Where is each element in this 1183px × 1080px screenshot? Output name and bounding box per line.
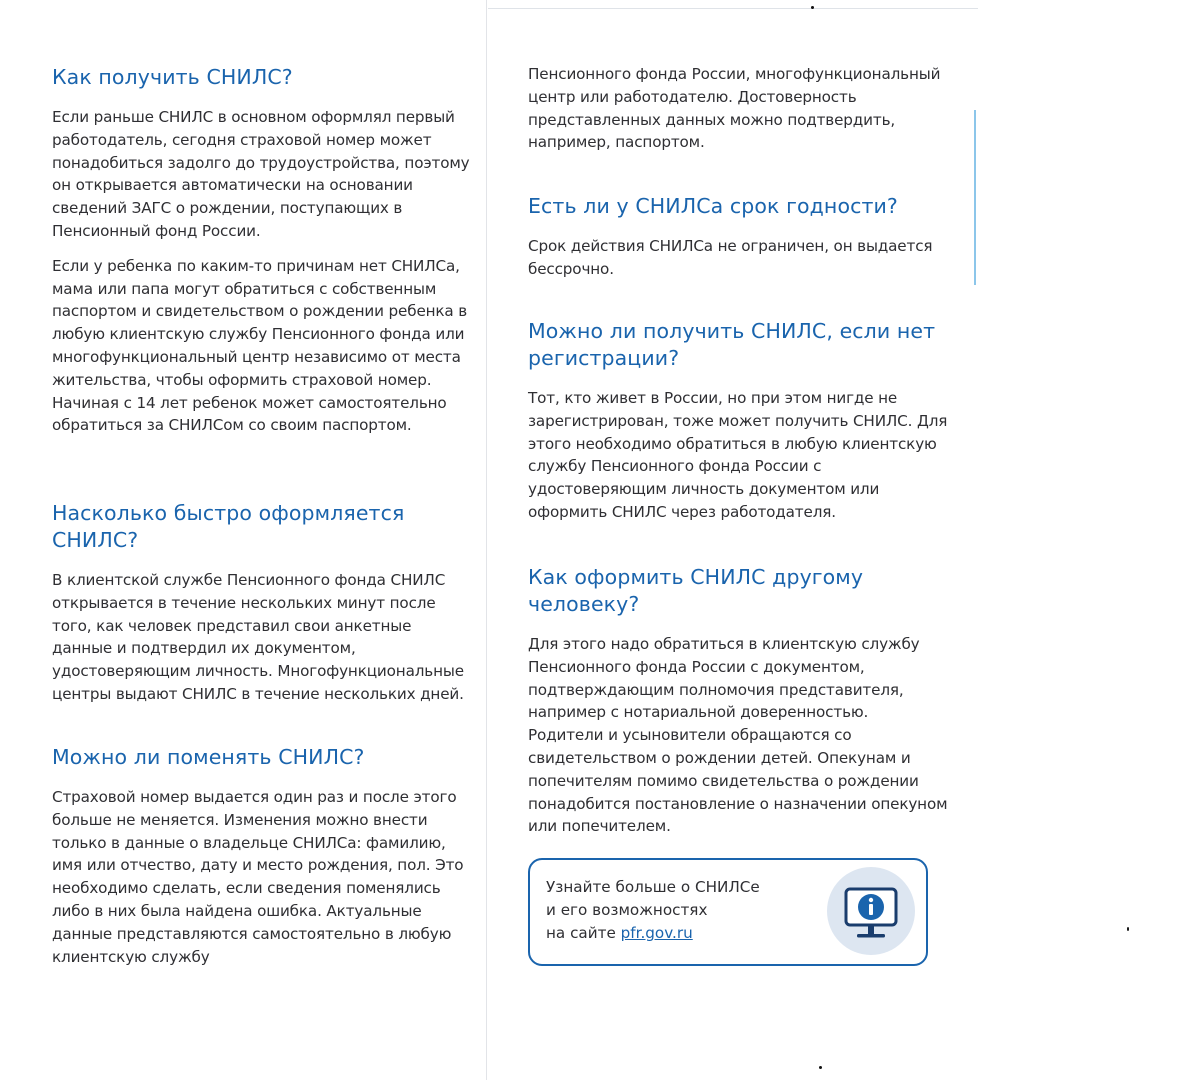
info-monitor-icon <box>826 866 916 956</box>
section-for-other-person <box>528 564 948 850</box>
section-paragraph: Срок действия СНИЛСа не ограничен, он выдается бессрочно. <box>528 237 933 278</box>
section-paragraph: Тот, кто живет в России, но при этом нигде не зарегистрирован, тоже может получить СНИЛС. Для этого необходимо обратиться в любую клиентскую службу Пенсионного фонда России с удостоверяющим личность документом или оформить СНИЛС через работодателя. <box>528 389 948 521</box>
continued-paragraph: Пенсионного фонда России, многофункциональный центр или работодателю. Достоверность представленных данных можно подтвердить, например, паспортом. <box>528 65 941 152</box>
section-paragraph: Для этого надо обратиться в клиентскую службу Пенсионного фонда России с документом, подтверждающим полномочия представителя, например с нотариальной доверенностью. Родители и усыновители обращаются со свидетельством о рождении детей. Опекунам и попечителям помимо свидетельства о рождении понадобится постановление о назначении опекуном или попечителем. <box>528 635 948 836</box>
info-monitor-icon-svg <box>826 866 916 956</box>
section-heading: Насколько быстро оформляется СНИЛС? <box>52 501 405 552</box>
panel-blue-edge <box>974 110 976 285</box>
info-line-1: Узнайте больше о СНИЛСе <box>546 878 760 896</box>
section-heading: Как оформить СНИЛС другому человеку? <box>528 565 864 616</box>
section-heading: Как получить СНИЛС? <box>52 65 293 89</box>
continued-paragraph-block <box>528 63 948 166</box>
section-validity <box>528 193 948 293</box>
section-how-fast <box>52 500 472 718</box>
section-paragraph: Если у ребенка по каким-то причинам нет СНИЛСа, мама или папа могут обратиться с собственным паспортом и свидетельством о рождении ребенка в любую клиентскую службу Пенсионного фонда или многофункциональный центр независимо от места жительства, чтобы оформить страховой номер. Начиная с 14 лет ребенок может самостоятельно обратиться за СНИЛСом со своим паспортом. <box>52 256 468 435</box>
section-can-change <box>52 744 472 980</box>
pfr-site-link[interactable]: pfr.gov.ru <box>620 923 693 942</box>
info-callout-text <box>546 876 796 944</box>
scan-speck <box>811 6 814 9</box>
section-paragraph: В клиентской службе Пенсионного фонда СНИЛС открывается в течение нескольких минут после того, как человек представил свои анкетные данные и подтвердил их документом, удостоверяющим личность. Многофункциональные центры выдают СНИЛС в течение нескольких дней. <box>52 571 464 703</box>
panel-top-edge <box>488 8 978 9</box>
info-line-3-prefix: на сайте <box>546 923 621 942</box>
section-heading: Можно ли поменять СНИЛС? <box>52 745 365 769</box>
section-heading: Можно ли получить СНИЛС, если нет регистрации? <box>528 319 936 370</box>
fold-line <box>486 0 487 1080</box>
info-line-2: и его возможностях <box>546 900 708 919</box>
section-paragraph: Страховой номер выдается один раз и после этого больше не меняется. Изменения можно внести только в данные о владельце СНИЛСа: фамилию, имя или отчество, дату и место рождения, пол. Это необходимо сделать, если сведения поменялись либо в них была найдена ошибка. Актуальные данные представляются самостоятельно в любую клиентскую службу <box>52 788 464 966</box>
section-heading: Есть ли у СНИЛСа срок годности? <box>528 194 898 218</box>
scan-speck <box>819 1066 822 1069</box>
section-paragraph: Если раньше СНИЛС в основном оформлял первый работодатель, сегодня страховой номер может понадобиться задолго до трудоустройства, поэтому он открывается автоматически на основании сведений ЗАГС о рождении, поступающих в Пенсионный фонд России. <box>52 108 470 240</box>
info-line-3 <box>546 922 796 945</box>
scan-speck <box>1127 927 1129 931</box>
info-callout <box>528 858 928 966</box>
section-no-registration <box>528 318 948 536</box>
section-how-to-get <box>52 64 472 449</box>
